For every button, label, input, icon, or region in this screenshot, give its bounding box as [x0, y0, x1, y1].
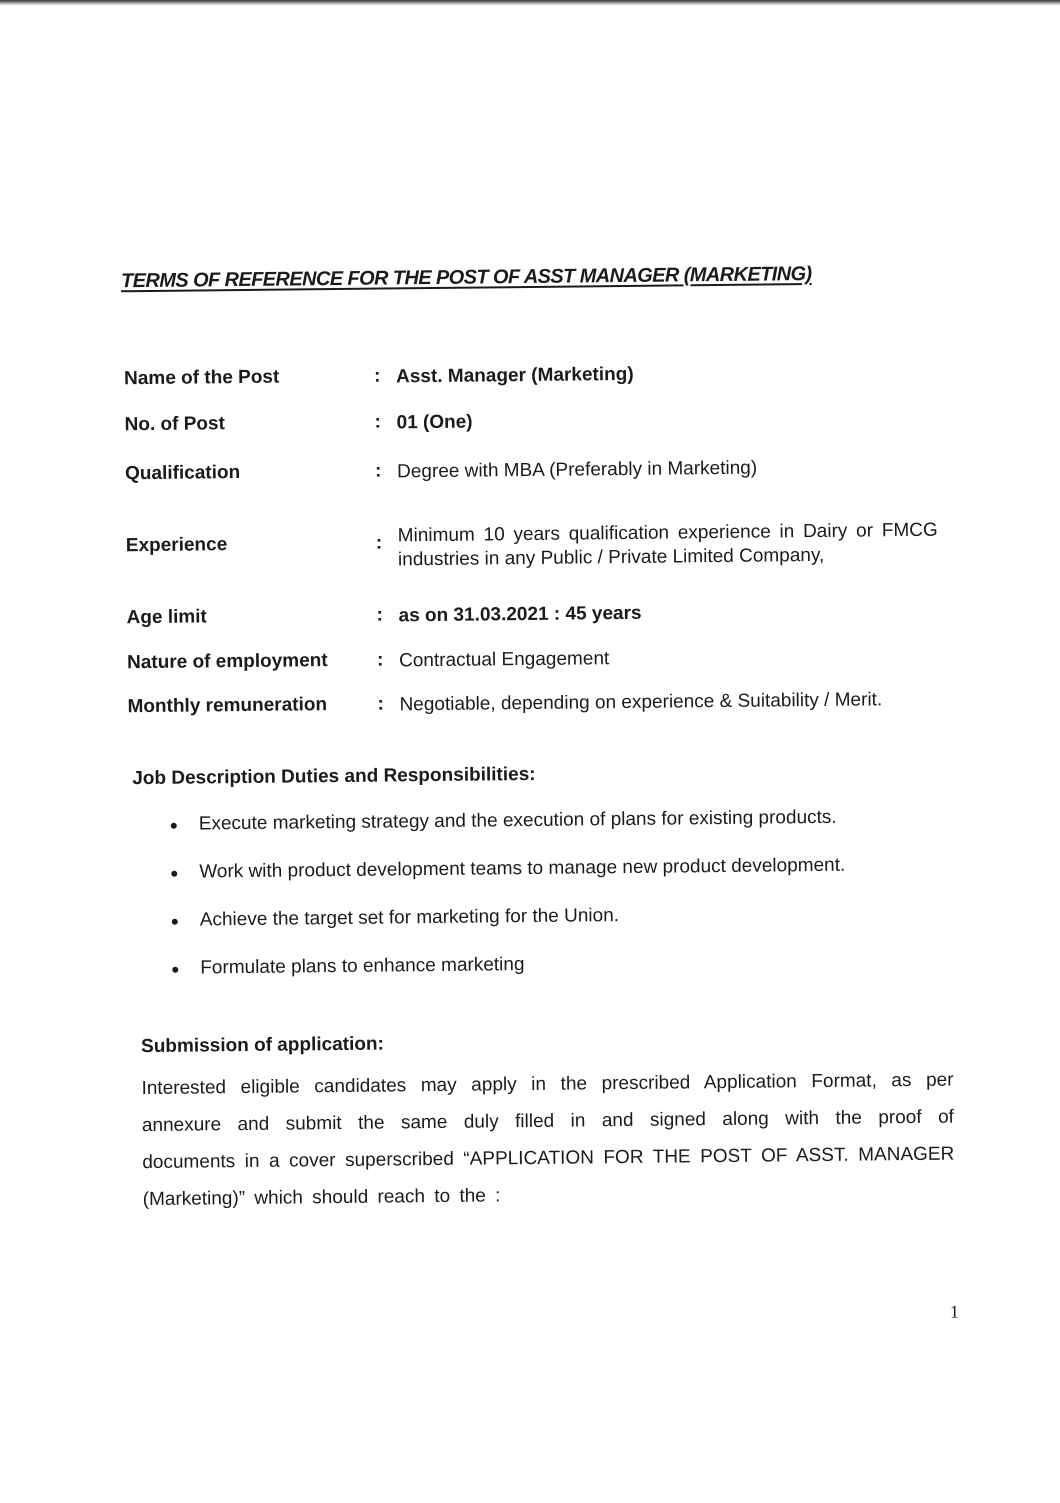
info-separator: : — [377, 693, 384, 715]
info-label: Monthly remuneration — [127, 694, 328, 718]
list-item-text: Execute marketing strategy and the execution of plans for existing products. — [198, 806, 837, 835]
info-separator: : — [376, 649, 384, 671]
document-title: TERMS OF REFERENCE FOR THE POST OF ASST MANAGER (MARKETING) — [120, 263, 812, 293]
info-row-no-of-post — [124, 406, 954, 436]
info-separator: : — [374, 411, 381, 433]
info-value: Degree with MBA (Preferably in Marketing) — [396, 457, 758, 483]
list-item-text: Achieve the target set for marketing for the Union. — [199, 905, 620, 931]
bullet-icon — [172, 919, 178, 925]
info-value: Contractual Engagement — [398, 648, 610, 672]
list-item — [172, 902, 912, 958]
submission-paragraph: Interested eligible candidates may apply in the prescribed Application Format, as per annexure and submit the same duly filled in and signed along with the proof of documents in a cover superscribed “APPLICATION FOR THE POST OF ASST. MANAGER (Marketing)” which should reach to the : — [141, 1069, 955, 1211]
info-label: No. of Post — [124, 413, 225, 436]
info-separator: : — [376, 604, 384, 626]
info-label: Experience — [125, 534, 228, 557]
responsibilities-list — [171, 806, 913, 1006]
info-row-qualification — [124, 455, 955, 485]
job-description-heading: Job Description Duties and Responsibilities: — [132, 763, 536, 790]
list-item — [171, 806, 911, 862]
info-value: Asst. Manager (Marketing) — [395, 363, 634, 388]
page-number: 1 — [949, 1301, 960, 1322]
info-value: Negotiable, depending on experience & Suitability / Merit. — [399, 689, 883, 716]
info-value: as on 31.03.2021 : 45 years — [398, 602, 642, 627]
list-item — [172, 950, 912, 1006]
info-label: Nature of employment — [126, 650, 328, 674]
info-label: Qualification — [124, 462, 241, 485]
bullet-icon — [171, 823, 177, 829]
list-item — [171, 854, 911, 910]
info-row-monthly-remuneration — [127, 688, 957, 718]
info-label: Age limit — [126, 606, 207, 629]
list-item-text: Formulate plans to enhance marketing — [200, 954, 525, 979]
info-separator: : — [375, 532, 383, 554]
info-separator: : — [373, 365, 381, 387]
info-value: 01 (One) — [396, 411, 473, 434]
info-row-age-limit — [126, 599, 956, 629]
list-item-text: Work with product development teams to manage new product development. — [199, 854, 846, 883]
info-label: Name of the Post — [123, 366, 280, 390]
info-row-name-of-post — [123, 360, 954, 390]
bullet-icon — [171, 871, 177, 877]
info-row-experience — [125, 519, 956, 571]
bullet-icon — [172, 967, 178, 973]
info-value: Minimum 10 years qualification experience in Dairy or FMCG industries in any Public / Private Limited Company, — [397, 519, 938, 571]
info-separator: : — [374, 460, 382, 482]
submission-heading: Submission of application: — [140, 1033, 384, 1058]
info-row-nature-of-employment — [126, 644, 957, 674]
